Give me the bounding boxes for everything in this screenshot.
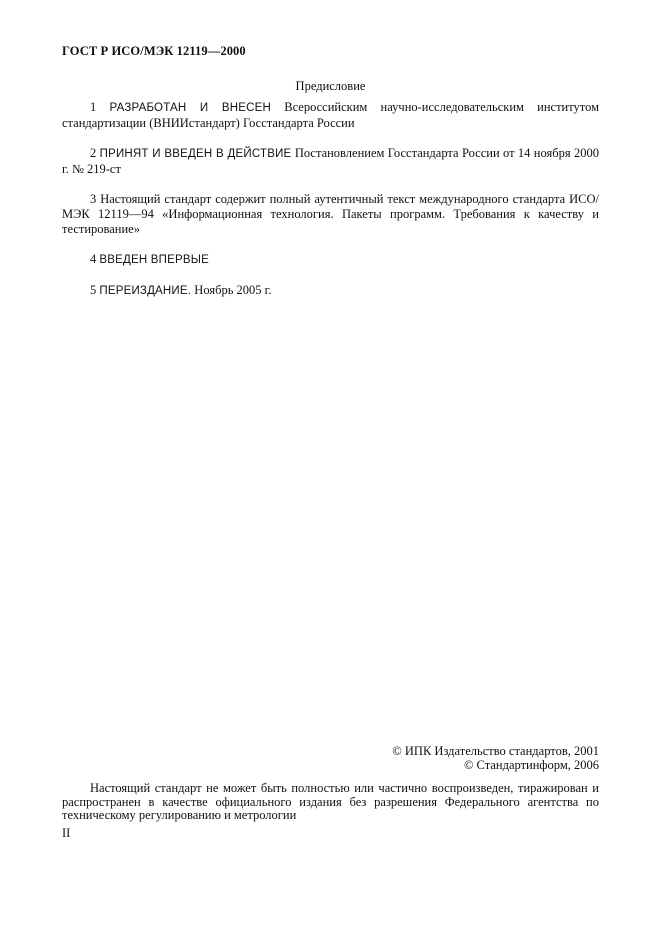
- item-text: Всероссийским научно-исследовательским институтом стандартизации (ВНИИстандарт) Госстандарта России: [62, 100, 600, 130]
- preface-items: [62, 100, 599, 314]
- preface-item-3: [62, 192, 599, 237]
- reproduction-notice: Настоящий стандарт не может быть полностью или частично воспроизведен, тиражирован и распространен в качестве официального издания без разрешения Федерального агентства по техническому регулированию и метрологии: [62, 781, 599, 822]
- document-id: ГОСТ Р ИСО/МЭК 12119—2000: [62, 44, 246, 58]
- item-number: 2: [90, 146, 97, 160]
- preface-item-2: [62, 146, 599, 177]
- copyright-block: [392, 744, 599, 772]
- preface-title: Предисловие: [295, 79, 366, 93]
- item-lead: ВВЕДЕН ВПЕРВЫЕ: [99, 254, 209, 266]
- item-text: Настоящий стандарт содержит полный аутентичный текст международного стандарта ИСО/МЭК 12119—94 «Информационная технология. Пакеты программ. Требования к качеству и тестирование»: [62, 192, 600, 236]
- item-lead: РАЗРАБОТАН И ВНЕСЕН: [109, 102, 271, 114]
- preface-item-4: [62, 252, 599, 268]
- preface-item-1: [62, 100, 599, 131]
- item-number: 5: [90, 283, 97, 297]
- copyright-line: © Стандартинформ, 2006: [463, 758, 599, 772]
- item-text: Постановлением Госстандарта России от 14 ноября 2000 г. № 219-ст: [62, 146, 599, 176]
- item-number: 3: [90, 192, 97, 206]
- item-number: 4: [90, 252, 97, 266]
- preface-item-5: [62, 283, 599, 299]
- item-number: 1: [90, 100, 97, 114]
- item-text: Ноябрь 2005 г.: [194, 283, 272, 297]
- item-lead: ПРИНЯТ И ВВЕДЕН В ДЕЙСТВИЕ: [99, 148, 292, 160]
- page-number: II: [62, 826, 71, 840]
- item-lead: ПЕРЕИЗДАНИЕ.: [99, 285, 192, 297]
- copyright-line: © ИПК Издательство стандартов, 2001: [392, 744, 599, 758]
